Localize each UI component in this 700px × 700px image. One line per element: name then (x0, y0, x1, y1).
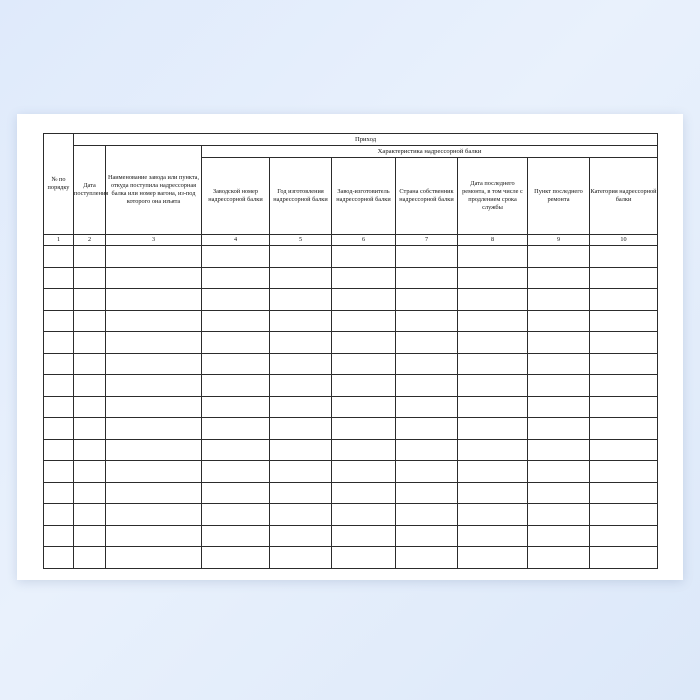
table-cell[interactable] (202, 375, 270, 397)
table-cell[interactable] (74, 525, 106, 547)
table-cell[interactable] (396, 332, 458, 354)
table-row[interactable] (44, 267, 658, 289)
table-cell[interactable] (528, 525, 590, 547)
table-cell[interactable] (106, 418, 202, 440)
table-cell[interactable] (590, 504, 658, 526)
table-cell[interactable] (396, 246, 458, 268)
table-cell[interactable] (396, 396, 458, 418)
header-subgroup-characteristics: Характеристика надрессорной балки (202, 146, 658, 158)
column-number-10: 10 (590, 235, 658, 246)
table-cell[interactable] (590, 310, 658, 332)
table-cell[interactable] (270, 267, 332, 289)
table-cell[interactable] (528, 504, 590, 526)
table-cell[interactable] (332, 547, 396, 569)
table-cell[interactable] (44, 396, 74, 418)
column-number-3: 3 (106, 235, 202, 246)
table-cell[interactable] (528, 418, 590, 440)
table-cell[interactable] (396, 504, 458, 526)
table-cell[interactable] (528, 310, 590, 332)
table-cell[interactable] (44, 439, 74, 461)
table-cell[interactable] (332, 525, 396, 547)
table-row[interactable] (44, 461, 658, 483)
table-cell[interactable] (528, 289, 590, 311)
table-cell[interactable] (332, 332, 396, 354)
table-cell[interactable] (74, 267, 106, 289)
column-number-6: 6 (332, 235, 396, 246)
table-cell[interactable] (270, 310, 332, 332)
table-column-numbers-row (44, 235, 658, 246)
table-cell[interactable] (396, 418, 458, 440)
table-cell[interactable] (270, 353, 332, 375)
table-row[interactable] (44, 246, 658, 268)
table-cell[interactable] (396, 267, 458, 289)
table-cell[interactable] (270, 246, 332, 268)
header-cell-6: Завод-изготовитель надрессорной балки (332, 158, 396, 235)
table-cell[interactable] (528, 461, 590, 483)
table-cell[interactable] (528, 439, 590, 461)
table-cell[interactable] (396, 461, 458, 483)
table-cell[interactable] (106, 267, 202, 289)
table-row[interactable] (44, 504, 658, 526)
table-cell[interactable] (202, 267, 270, 289)
table-cell[interactable] (74, 289, 106, 311)
table-cell[interactable] (458, 418, 528, 440)
table-cell[interactable] (528, 482, 590, 504)
table-cell[interactable] (44, 504, 74, 526)
table-cell[interactable] (44, 525, 74, 547)
table-cell[interactable] (106, 353, 202, 375)
table-cell[interactable] (270, 375, 332, 397)
table-cell[interactable] (528, 547, 590, 569)
table-cell[interactable] (74, 396, 106, 418)
table-cell[interactable] (528, 267, 590, 289)
table-cell[interactable] (44, 332, 74, 354)
table-cell[interactable] (528, 375, 590, 397)
table-cell[interactable] (396, 439, 458, 461)
table-cell[interactable] (458, 289, 528, 311)
table-cell[interactable] (44, 418, 74, 440)
table-row[interactable] (44, 332, 658, 354)
table-cell[interactable] (270, 504, 332, 526)
table-cell[interactable] (270, 418, 332, 440)
table-cell[interactable] (74, 439, 106, 461)
table-header-group-row (44, 134, 658, 146)
table-cell[interactable] (106, 525, 202, 547)
table-cell[interactable] (590, 396, 658, 418)
table-cell[interactable] (458, 396, 528, 418)
table-cell[interactable] (202, 461, 270, 483)
header-cell-8: Дата последнего ремонта, в том числе с продлением срока службы (458, 158, 528, 235)
table-cell[interactable] (270, 289, 332, 311)
table-cell[interactable] (332, 418, 396, 440)
table-cell[interactable] (202, 246, 270, 268)
header-cell-10: Категория надрессорной балки (590, 158, 658, 235)
table-cell[interactable] (44, 375, 74, 397)
column-number-5: 5 (270, 235, 332, 246)
table-cell[interactable] (106, 332, 202, 354)
table-cell[interactable] (74, 353, 106, 375)
table-cell[interactable] (590, 267, 658, 289)
table-cell[interactable] (458, 267, 528, 289)
table-cell[interactable] (528, 396, 590, 418)
document-sheet (17, 114, 683, 580)
table-cell[interactable] (202, 504, 270, 526)
table-cell[interactable] (528, 353, 590, 375)
table-cell[interactable] (270, 547, 332, 569)
table-cell[interactable] (106, 396, 202, 418)
table-cell[interactable] (396, 353, 458, 375)
table-cell[interactable] (106, 246, 202, 268)
table-cell[interactable] (44, 246, 74, 268)
table-row[interactable] (44, 525, 658, 547)
table-cell[interactable] (202, 353, 270, 375)
table-cell[interactable] (270, 332, 332, 354)
table-row[interactable] (44, 396, 658, 418)
table-cell[interactable] (74, 310, 106, 332)
table-cell[interactable] (44, 353, 74, 375)
table-row[interactable] (44, 439, 658, 461)
table-cell[interactable] (106, 461, 202, 483)
table-cell[interactable] (74, 461, 106, 483)
table-cell[interactable] (332, 504, 396, 526)
table-cell[interactable] (270, 525, 332, 547)
table-row[interactable] (44, 547, 658, 569)
table-cell[interactable] (590, 289, 658, 311)
table-cell[interactable] (396, 375, 458, 397)
table-cell[interactable] (396, 310, 458, 332)
table-cell[interactable] (458, 439, 528, 461)
column-number-2: 2 (74, 235, 106, 246)
table-cell[interactable] (270, 461, 332, 483)
table-cell[interactable] (458, 504, 528, 526)
table-cell[interactable] (332, 461, 396, 483)
table-cell[interactable] (458, 332, 528, 354)
table-cell[interactable] (74, 547, 106, 569)
table-cell[interactable] (44, 547, 74, 569)
table-cell[interactable] (202, 289, 270, 311)
header-cell-9: Пункт последнего ремонта (528, 158, 590, 235)
table-cell[interactable] (74, 418, 106, 440)
table-cell[interactable] (458, 461, 528, 483)
table-cell[interactable] (202, 547, 270, 569)
table-row[interactable] (44, 482, 658, 504)
table-cell[interactable] (74, 504, 106, 526)
header-cell-3: Наименование завода или пункта, откуда поступила надрессорная балка или номер вагона, из-под которого она изъята (106, 146, 202, 235)
table-cell[interactable] (106, 547, 202, 569)
table-cell[interactable] (106, 439, 202, 461)
table-cell[interactable] (458, 482, 528, 504)
table-cell[interactable] (332, 246, 396, 268)
table-cell[interactable] (106, 482, 202, 504)
table-cell[interactable] (590, 418, 658, 440)
table-cell[interactable] (590, 353, 658, 375)
header-cell-4: Заводской номер надрессорной балки (202, 158, 270, 235)
table-cell[interactable] (332, 439, 396, 461)
table-cell[interactable] (458, 353, 528, 375)
header-group-prihod: Приход (74, 134, 658, 146)
column-number-4: 4 (202, 235, 270, 246)
table-cell[interactable] (202, 396, 270, 418)
column-number-7: 7 (396, 235, 458, 246)
table-cell[interactable] (590, 547, 658, 569)
table-cell[interactable] (396, 482, 458, 504)
table-header-subgroup-row (44, 146, 658, 158)
header-cell-1: № по порядку (44, 134, 74, 235)
table-cell[interactable] (590, 525, 658, 547)
table-cell[interactable] (202, 418, 270, 440)
table-cell[interactable] (396, 547, 458, 569)
table-cell[interactable] (270, 482, 332, 504)
table-row[interactable] (44, 353, 658, 375)
table-cell[interactable] (458, 375, 528, 397)
table-cell[interactable] (332, 396, 396, 418)
header-cell-5: Год изготовления надрессорной балки (270, 158, 332, 235)
table-cell[interactable] (332, 482, 396, 504)
table-cell[interactable] (590, 332, 658, 354)
table-cell[interactable] (396, 525, 458, 547)
table-cell[interactable] (590, 482, 658, 504)
table-cell[interactable] (458, 246, 528, 268)
table-cell[interactable] (270, 439, 332, 461)
table-cell[interactable] (202, 439, 270, 461)
table-body (44, 246, 658, 569)
table-cell[interactable] (74, 482, 106, 504)
table-row[interactable] (44, 375, 658, 397)
table-cell[interactable] (332, 375, 396, 397)
table-cell[interactable] (332, 353, 396, 375)
register-table-wrapper (43, 133, 657, 569)
column-number-1: 1 (44, 235, 74, 246)
table-cell[interactable] (528, 332, 590, 354)
table-cell[interactable] (202, 525, 270, 547)
table-cell[interactable] (106, 375, 202, 397)
table-cell[interactable] (44, 289, 74, 311)
table-cell[interactable] (458, 310, 528, 332)
table-cell[interactable] (396, 289, 458, 311)
table-cell[interactable] (590, 461, 658, 483)
register-table (43, 133, 658, 569)
table-cell[interactable] (106, 504, 202, 526)
table-cell[interactable] (332, 267, 396, 289)
header-cell-2: Дата поступления (74, 146, 106, 235)
table-cell[interactable] (44, 310, 74, 332)
table-cell[interactable] (458, 525, 528, 547)
table-cell[interactable] (458, 547, 528, 569)
table-cell[interactable] (528, 246, 590, 268)
table-cell[interactable] (590, 375, 658, 397)
table-cell[interactable] (202, 482, 270, 504)
table-cell[interactable] (202, 310, 270, 332)
table-cell[interactable] (44, 461, 74, 483)
column-number-8: 8 (458, 235, 528, 246)
table-row[interactable] (44, 289, 658, 311)
table-cell[interactable] (74, 246, 106, 268)
table-cell[interactable] (332, 289, 396, 311)
table-cell[interactable] (44, 267, 74, 289)
table-cell[interactable] (590, 246, 658, 268)
table-cell[interactable] (590, 439, 658, 461)
table-cell[interactable] (106, 310, 202, 332)
table-cell[interactable] (74, 332, 106, 354)
table-cell[interactable] (44, 482, 74, 504)
table-cell[interactable] (74, 375, 106, 397)
column-number-9: 9 (528, 235, 590, 246)
header-cell-7: Страна собственник надрессорной балки (396, 158, 458, 235)
table-cell[interactable] (270, 396, 332, 418)
table-cell[interactable] (332, 310, 396, 332)
table-row[interactable] (44, 310, 658, 332)
table-cell[interactable] (202, 332, 270, 354)
table-cell[interactable] (106, 289, 202, 311)
table-row[interactable] (44, 418, 658, 440)
